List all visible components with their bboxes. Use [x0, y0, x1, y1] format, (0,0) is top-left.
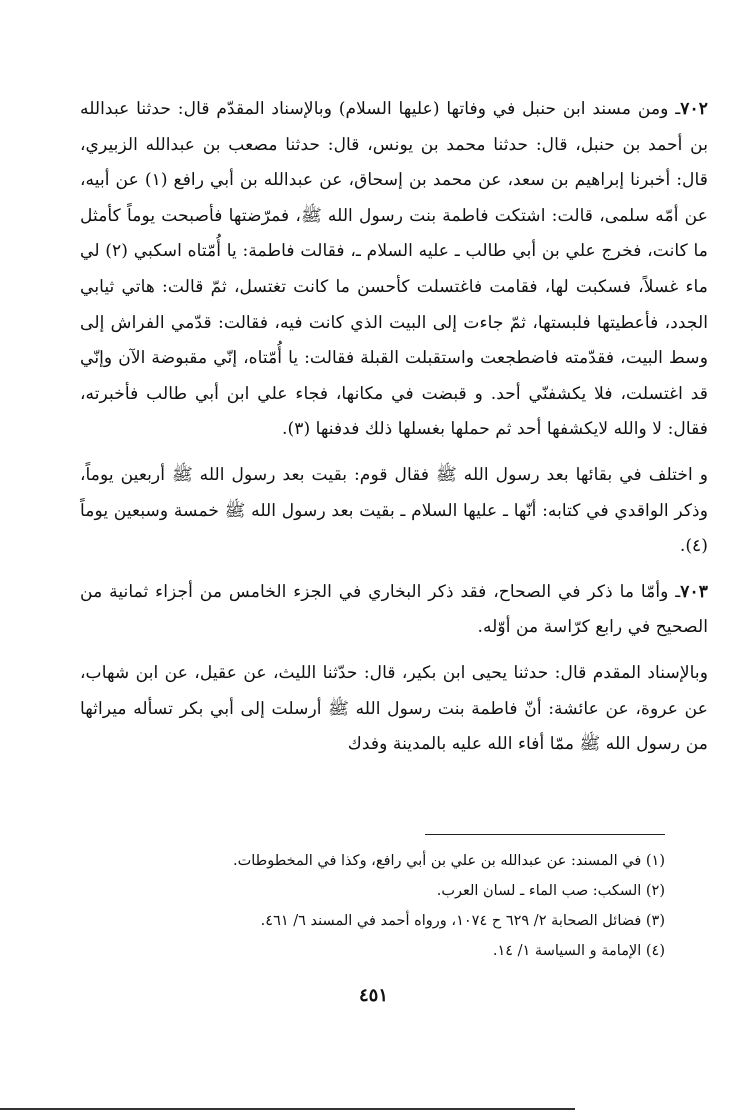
paragraph — [80, 575, 708, 646]
footnote: (٣) فضائل الصحابة ٢/ ٦٢٩ ح ١٠٧٤، ورواه أحمد في المسند ٦/ ٤٦١. — [260, 913, 665, 929]
main-text — [80, 92, 708, 763]
entry-number: ٧٠٢ — [680, 99, 708, 119]
entry-number: ٧٠٣ — [680, 581, 708, 602]
page-number: ٤٥١ — [358, 985, 388, 1006]
footnote-divider — [425, 834, 665, 835]
paragraph-text: ـ ومن مسند ابن حنبل في وفاتها (عليها السلام) وبالإسناد المقدّم قال: حدثنا عبدالله بن أحمد بن حنبل، قال: حدثنا محمد بن يونس، قال: حدثنا مصعب بن عبدالله الزبيري، قال: أخبرنا إبراهيم بن سعد، عن محمد بن إسحاق، عن عبدالله بن أبي رافع (١) عن أبيه، عن أمّه سلمى، قالت: اشتكت فاطمة بنت رسول الله ﷺ، فمرّضتها فأصبحت يوماً كأمثل ما كانت، فخرج علي بن أبي طالب ـ عليه السلام ـ، فقالت فاطمة: يا أُمّتاه اسكبي (٢) لي ماء غسلاً، فسكبت لها، فقامت فاغتسلت كأحسن ما كانت تغتسل، ثمّ قالت: هاتي ثيابي الجدد، فأعطيتها فلبستها، ثمّ جاءت إلى البيت الذي كانت فيه، فقالت: قدّمي الفراش إلى وسط البيت، فقدّمته فاضطجعت واستقبلت القبلة فقالت: يا أُمّتاه، إنّي مقبوضة الآن وإنّي قد اغتسلت، فلا يكشفنّي أحد. و قبضت في مكانها، فجاء علي ابن أبي طالب فأخبرته، فقال: لا والله لايكشفها أحد ثم حملها بغسلها ذلك فدفنها (٣). — [80, 99, 708, 440]
footnote: (١) في المسند: عن عبدالله بن علي بن أبي رافع، وكذا في المخطوطات. — [233, 853, 665, 869]
paragraph — [80, 92, 708, 448]
footnotes — [80, 846, 665, 966]
paragraph-text: و اختلف في بقائها بعد رسول الله ﷺ فقال قوم: بقيت بعد رسول الله ﷺ أربعين يوماً، وذكر الواقدي في كتابه: أنّها ـ عليها السلام ـ بقيت بعد رسول الله ﷺ خمسة وسبعين يوماً (٤). — [80, 464, 708, 557]
paragraph — [80, 458, 708, 565]
paragraph-text: ـ وأمّا ما ذكر في الصحاح، فقد ذكر البخاري في الجزء الخامس من أجزاء ثمانية من الصحيح في رابع كرّاسة من أوّله. — [80, 581, 708, 638]
footnote: (٢) السكب: صب الماء ـ لسان العرب. — [436, 883, 665, 899]
paragraph — [80, 656, 708, 763]
footnote: (٤) الإمامة و السياسة ١/ ١٤. — [492, 943, 665, 959]
bottom-rule — [0, 1108, 575, 1110]
paragraph-text: وبالإسناد المقدم قال: حدثنا يحيى ابن بكير، قال: حدّثنا الليث، عن عقيل، عن ابن شهاب، عن عروة، عن عائشة: أنّ فاطمة بنت رسول الله ﷺ أرسلت إلى أبي بكر تسأله ميراثها من رسول الله ﷺ ممّا أفاء الله عليه بالمدينة وفدك — [80, 662, 708, 755]
